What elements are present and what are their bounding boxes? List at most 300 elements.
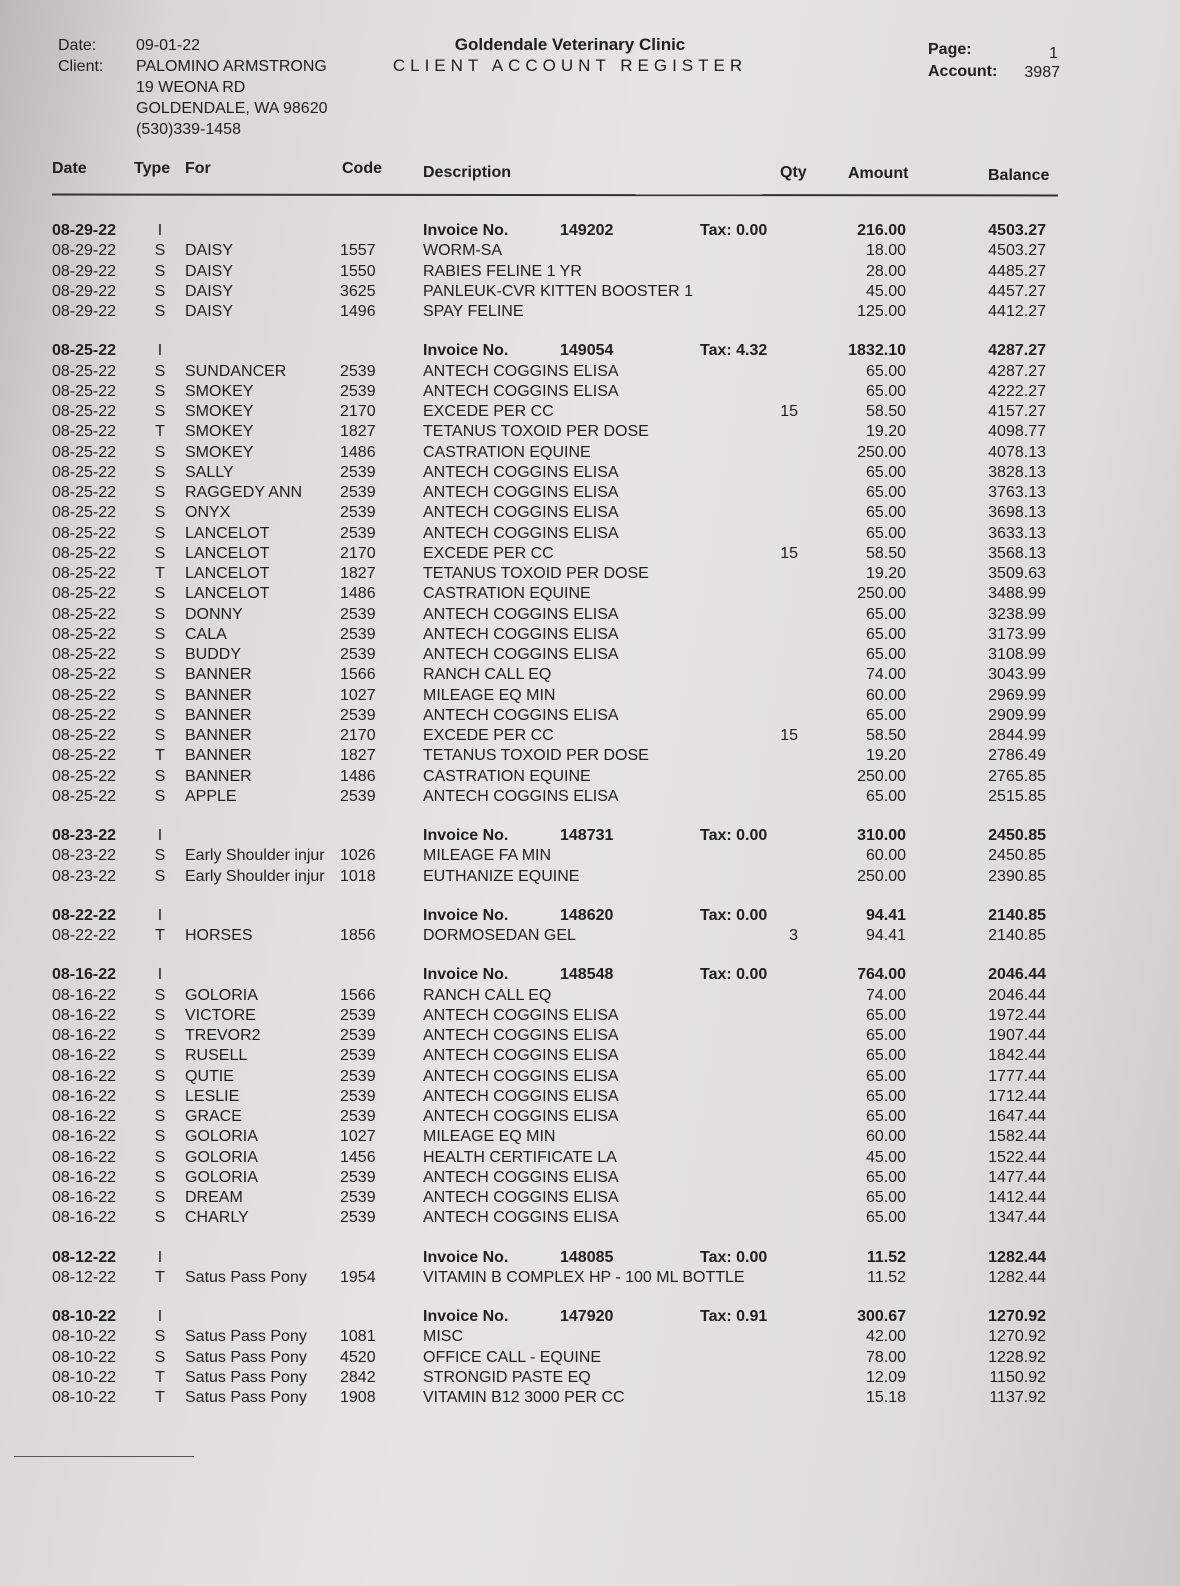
row-balance: 3698.13 (988, 504, 1046, 522)
row-date: 08-25-22 (52, 727, 117, 744)
row-amount: 58.50 (865, 403, 906, 420)
row-invoice-number: 148085 (560, 1248, 614, 1266)
row-balance: 1137.92 (989, 1389, 1046, 1406)
row-type: I (157, 342, 163, 360)
row-description: ANTECH COGGINS ELISA (423, 1047, 619, 1065)
row-patient: SMOKEY (185, 382, 254, 400)
row-balance: 1647.44 (988, 1108, 1046, 1125)
row-type: I (157, 906, 163, 924)
row-description: Invoice No. (423, 222, 509, 239)
row-balance: 3043.99 (988, 666, 1046, 684)
row-patient: APPLE (185, 787, 237, 805)
row-balance: 2450.85 (988, 847, 1046, 865)
row-amount: 65.00 (865, 1067, 906, 1085)
row-date: 08-16-22 (52, 1148, 117, 1166)
row-date: 08-29-22 (52, 222, 117, 239)
row-code: 1550 (340, 262, 376, 280)
row-date: 08-16-22 (52, 1087, 117, 1105)
row-patient: RUSELL (185, 1047, 248, 1065)
row-code: 2539 (340, 1087, 376, 1105)
row-patient: BANNER (185, 747, 252, 765)
row-description: SPAY FELINE (423, 303, 524, 320)
row-date: 08-29-22 (52, 262, 117, 280)
table-row (0, 1328, 1180, 1348)
row-description: ANTECH COGGINS ELISA (423, 362, 619, 380)
row-type: S (154, 686, 166, 704)
row-date: 08-16-22 (52, 986, 117, 1004)
row-balance: 2046.44 (988, 966, 1046, 984)
row-date: 08-25-22 (52, 787, 117, 805)
row-tax: Tax: 0.00 (700, 906, 768, 924)
row-patient: GRACE (185, 1108, 242, 1125)
row-type: S (154, 706, 166, 724)
row-qty: 3 (789, 927, 798, 944)
row-code: 1566 (340, 666, 376, 684)
row-amount: 74.00 (865, 666, 906, 684)
row-date: 08-16-22 (52, 1006, 117, 1024)
invoice-row (0, 1249, 1180, 1269)
row-balance: 1282.44 (988, 1248, 1046, 1266)
row-patient: DONNY (185, 605, 243, 623)
row-amount: 60.00 (865, 847, 906, 865)
row-patient: CHARLY (185, 1209, 249, 1227)
row-description: CASTRATION EQUINE (423, 767, 591, 785)
table-row (0, 545, 1180, 565)
row-tax: Tax: 0.00 (700, 222, 768, 239)
row-description: ANTECH COGGINS ELISA (423, 1168, 619, 1186)
row-description: MILEAGE EQ MIN (423, 1128, 556, 1146)
row-date: 08-12-22 (52, 1248, 117, 1266)
row-type: S (154, 282, 166, 300)
table-row (0, 585, 1180, 605)
invoice-row (0, 966, 1180, 986)
row-date: 08-25-22 (52, 666, 117, 684)
row-type: S (154, 1108, 166, 1125)
row-balance: 4503.27 (988, 222, 1046, 239)
row-type: S (154, 1148, 166, 1166)
row-amount: 65.00 (865, 1189, 906, 1206)
row-patient: Early Shoulder injur (185, 847, 325, 865)
row-invoice-number: 148548 (560, 966, 614, 984)
row-description: OFFICE CALL - EQUINE (423, 1348, 602, 1366)
row-balance: 4287.27 (988, 362, 1046, 380)
table-row (0, 1209, 1180, 1229)
clinic-name: Goldendale Veterinary Clinic (454, 35, 686, 54)
row-type: T (155, 1368, 165, 1386)
row-patient: BANNER (185, 706, 252, 724)
table-row (0, 484, 1180, 504)
row-date: 08-10-22 (52, 1308, 117, 1325)
row-description: CASTRATION EQUINE (423, 585, 591, 603)
row-description: ANTECH COGGINS ELISA (423, 484, 619, 501)
row-type: S (154, 303, 166, 320)
row-type: S (154, 585, 166, 603)
row-balance: 2046.44 (988, 986, 1046, 1004)
row-type: S (154, 867, 166, 885)
row-patient: BANNER (185, 686, 252, 704)
row-patient: SMOKEY (185, 403, 254, 420)
row-type: S (154, 524, 166, 542)
row-date: 08-25-22 (52, 605, 117, 623)
row-date: 08-25-22 (52, 747, 117, 765)
row-description: ANTECH COGGINS ELISA (423, 1027, 619, 1044)
row-code: 2539 (340, 646, 376, 663)
row-amount: 19.20 (865, 423, 906, 441)
row-amount: 65.00 (865, 504, 906, 522)
row-date: 08-29-22 (52, 282, 117, 300)
row-tax: Tax: 0.00 (700, 827, 768, 844)
row-code: 2842 (340, 1368, 376, 1386)
table-row (0, 987, 1180, 1007)
row-type: S (154, 544, 166, 562)
table-row (0, 727, 1180, 747)
row-description: ANTECH COGGINS ELISA (423, 706, 619, 724)
row-balance: 3763.13 (988, 484, 1046, 501)
row-amount: 42.00 (865, 1328, 906, 1346)
row-amount: 65.00 (865, 463, 906, 481)
row-amount: 1832.10 (848, 342, 906, 360)
row-code: 2539 (340, 1027, 376, 1044)
row-balance: 3238.99 (988, 605, 1046, 623)
row-code: 2539 (340, 463, 376, 481)
row-date: 08-16-22 (52, 1168, 117, 1186)
row-type: S (154, 262, 166, 280)
row-date: 08-10-22 (52, 1389, 117, 1406)
row-date: 08-12-22 (52, 1268, 117, 1286)
row-date: 08-25-22 (52, 767, 117, 785)
column-header-for: For (185, 160, 211, 177)
row-type: S (154, 605, 166, 623)
register-title: CLIENT ACCOUNT REGISTER (392, 56, 748, 75)
page-label: Page: (928, 41, 972, 58)
row-type: S (154, 484, 166, 501)
row-date: 08-10-22 (52, 1328, 117, 1346)
table-row (0, 303, 1180, 323)
row-date: 08-25-22 (52, 504, 117, 522)
row-code: 1827 (340, 565, 376, 582)
row-code: 2539 (340, 1189, 376, 1206)
row-amount: 65.00 (865, 524, 906, 542)
row-patient: Satus Pass Pony (185, 1328, 307, 1346)
row-type: T (155, 565, 165, 582)
row-date: 08-16-22 (52, 1108, 117, 1125)
client-city: GOLDENDALE, WA 98620 (136, 100, 328, 117)
table-row (0, 646, 1180, 666)
row-type: S (154, 767, 166, 785)
row-balance: 1712.44 (988, 1087, 1046, 1105)
account-label: Account: (928, 63, 998, 80)
row-amount: 11.52 (866, 1248, 906, 1266)
row-patient: SMOKEY (185, 443, 254, 461)
table-row (0, 1047, 1180, 1067)
row-code: 2539 (340, 524, 376, 542)
row-tax: Tax: 0.00 (700, 966, 768, 984)
row-balance: 3488.99 (988, 585, 1046, 603)
row-code: 2539 (340, 1209, 376, 1227)
row-description: PANLEUK-CVR KITTEN BOOSTER 1 (423, 282, 693, 300)
row-date: 08-25-22 (52, 382, 117, 400)
row-amount: 94.41 (865, 906, 906, 924)
row-date: 08-23-22 (52, 827, 117, 844)
row-date: 08-16-22 (52, 1067, 117, 1085)
row-code: 2539 (340, 362, 376, 380)
row-code: 1456 (340, 1148, 376, 1166)
row-patient: LANCELOT (185, 524, 270, 542)
table-row (0, 1269, 1180, 1289)
row-balance: 4485.27 (988, 262, 1046, 280)
row-type: I (157, 1308, 163, 1325)
row-type: S (154, 1047, 166, 1065)
row-date: 08-29-22 (52, 242, 117, 260)
footer-line (14, 1456, 194, 1457)
row-description: ANTECH COGGINS ELISA (423, 625, 619, 643)
column-header-date: Date (52, 160, 87, 177)
row-balance: 3509.63 (988, 565, 1046, 582)
table-row (0, 1128, 1180, 1148)
row-patient: Satus Pass Pony (185, 1268, 307, 1286)
row-type: T (155, 1389, 165, 1406)
row-type: S (154, 625, 166, 643)
row-amount: 65.00 (865, 706, 906, 724)
row-patient: LANCELOT (185, 544, 270, 562)
table-row (0, 464, 1180, 484)
column-header-description: Description (423, 164, 512, 181)
row-amount: 78.00 (865, 1348, 906, 1366)
invoice-row (0, 342, 1180, 362)
page-number: 1 (1049, 45, 1058, 62)
row-qty: 15 (780, 403, 798, 420)
table-row (0, 788, 1180, 808)
row-balance: 1972.44 (988, 1006, 1046, 1024)
row-date: 08-25-22 (52, 362, 117, 380)
row-type: S (154, 242, 166, 260)
row-patient: DAISY (185, 282, 234, 300)
row-type: I (157, 222, 163, 239)
row-description: EUTHANIZE EQUINE (423, 867, 580, 885)
row-amount: 58.50 (865, 727, 906, 744)
table-row (0, 687, 1180, 707)
row-type: S (154, 1027, 166, 1044)
row-date: 08-25-22 (52, 443, 117, 461)
row-description: ANTECH COGGINS ELISA (423, 1067, 619, 1085)
row-description: Invoice No. (423, 906, 509, 924)
row-amount: 60.00 (865, 1128, 906, 1146)
row-amount: 11.52 (867, 1268, 906, 1286)
row-type: S (154, 1209, 166, 1227)
client-phone: (530)339-1458 (136, 121, 241, 138)
row-description: Invoice No. (423, 827, 509, 844)
row-amount: 28.00 (865, 262, 906, 280)
row-amount: 19.20 (865, 565, 906, 582)
invoice-row (0, 222, 1180, 242)
row-patient: GOLORIA (185, 1168, 258, 1186)
row-date: 08-16-22 (52, 1047, 117, 1065)
row-amount: 764.00 (857, 966, 906, 984)
row-date: 08-25-22 (52, 403, 117, 420)
row-tax: Tax: 4.32 (700, 342, 768, 360)
row-date: 08-22-22 (52, 927, 117, 944)
row-type: S (154, 504, 166, 522)
row-amount: 300.67 (857, 1308, 906, 1325)
row-type: T (155, 927, 165, 944)
row-patient: QUTIE (185, 1067, 234, 1085)
row-code: 1856 (340, 927, 376, 944)
row-patient: SMOKEY (185, 423, 254, 441)
table-row (0, 1149, 1180, 1169)
row-amount: 250.00 (857, 767, 906, 785)
row-description: VITAMIN B COMPLEX HP - 100 ML BOTTLE (423, 1268, 745, 1286)
row-description: RANCH CALL EQ (423, 666, 552, 684)
row-invoice-number: 147920 (560, 1308, 614, 1325)
row-balance: 3568.13 (988, 544, 1046, 562)
row-type: S (154, 847, 166, 865)
table-row (0, 1068, 1180, 1088)
row-description: CASTRATION EQUINE (423, 443, 591, 461)
row-date: 08-25-22 (52, 686, 117, 704)
row-type: S (154, 727, 166, 744)
row-code: 1026 (340, 847, 376, 865)
row-patient: Early Shoulder injur (185, 867, 325, 885)
row-description: MISC (423, 1328, 463, 1346)
row-balance: 4222.27 (988, 382, 1046, 400)
row-patient: Satus Pass Pony (185, 1389, 307, 1406)
row-date: 08-22-22 (52, 906, 117, 924)
row-description: DORMOSEDAN GEL (423, 927, 576, 944)
row-amount: 65.00 (865, 1006, 906, 1024)
row-amount: 65.00 (865, 787, 906, 805)
row-type: S (154, 986, 166, 1004)
register-rows (0, 222, 1180, 1409)
row-patient: GOLORIA (185, 1148, 258, 1166)
row-code: 1486 (340, 585, 376, 603)
row-patient: BUDDY (185, 646, 242, 663)
row-type: S (154, 1128, 166, 1146)
table-row (0, 747, 1180, 767)
date-value: 09-01-22 (136, 37, 201, 54)
row-type: T (155, 747, 165, 765)
row-date: 08-25-22 (52, 544, 117, 562)
row-amount: 65.00 (865, 1108, 906, 1125)
row-balance: 2140.85 (988, 927, 1046, 944)
row-type: T (155, 423, 165, 441)
row-code: 1486 (340, 767, 376, 785)
row-code: 1018 (340, 867, 376, 885)
row-description: ANTECH COGGINS ELISA (423, 504, 619, 522)
row-balance: 1150.92 (989, 1368, 1046, 1386)
row-amount: 65.00 (865, 1027, 906, 1044)
row-code: 1486 (340, 443, 376, 461)
client-address (136, 56, 328, 140)
row-description: ANTECH COGGINS ELISA (423, 1108, 619, 1125)
row-code: 2170 (340, 403, 376, 420)
row-amount: 19.20 (865, 747, 906, 765)
row-date: 08-25-22 (52, 625, 117, 643)
row-patient: CALA (185, 625, 227, 643)
table-row (0, 383, 1180, 403)
row-type: S (154, 382, 166, 400)
row-code: 1081 (340, 1328, 376, 1346)
row-description: WORM-SA (423, 242, 503, 260)
table-row (0, 1169, 1180, 1189)
row-date: 08-16-22 (52, 1128, 117, 1146)
table-row (0, 242, 1180, 262)
table-row (0, 1027, 1180, 1047)
row-balance: 2515.85 (988, 787, 1046, 805)
row-code: 2539 (340, 605, 376, 623)
row-amount: 65.00 (865, 605, 906, 623)
row-code: 2539 (340, 787, 376, 805)
row-type: S (154, 1189, 166, 1206)
row-code: 2539 (340, 484, 376, 501)
row-balance: 4503.27 (988, 242, 1046, 260)
row-description: Invoice No. (423, 966, 509, 984)
row-type: S (154, 463, 166, 481)
row-date: 08-10-22 (52, 1368, 117, 1386)
row-date: 08-23-22 (52, 867, 117, 885)
row-patient: SUNDANCER (185, 362, 287, 380)
row-code: 2539 (340, 1108, 376, 1125)
row-patient: TREVOR2 (185, 1027, 261, 1044)
row-amount: 65.00 (865, 382, 906, 400)
row-amount: 250.00 (857, 867, 906, 885)
row-description: EXCEDE PER CC (423, 727, 554, 744)
row-code: 2170 (340, 727, 376, 744)
row-balance: 2765.85 (988, 767, 1046, 785)
row-amount: 74.00 (865, 986, 906, 1004)
row-amount: 65.00 (865, 1209, 906, 1227)
row-description: Invoice No. (423, 342, 509, 360)
row-date: 08-25-22 (52, 565, 117, 582)
header-rule (52, 194, 1058, 197)
row-patient: DAISY (185, 303, 234, 320)
row-type: S (154, 443, 166, 461)
row-code: 1557 (340, 242, 376, 260)
table-row (0, 768, 1180, 788)
table-row (0, 525, 1180, 545)
row-code: 1827 (340, 747, 376, 765)
row-patient: LANCELOT (185, 585, 270, 603)
row-amount: 45.00 (865, 282, 906, 300)
row-balance: 3633.13 (988, 524, 1046, 542)
row-type: I (157, 827, 163, 844)
row-balance: 1477.44 (988, 1168, 1046, 1186)
row-balance: 3108.99 (988, 646, 1046, 663)
row-description: EXCEDE PER CC (423, 403, 554, 420)
table-row (0, 1349, 1180, 1369)
row-balance: 1777.44 (988, 1067, 1046, 1085)
row-date: 08-25-22 (52, 524, 117, 542)
table-row (0, 707, 1180, 727)
row-patient: HORSES (185, 927, 253, 944)
column-header-qty: Qty (780, 164, 807, 181)
row-balance: 2909.99 (988, 706, 1046, 724)
row-amount: 310.00 (857, 827, 906, 844)
row-type: S (154, 1006, 166, 1024)
table-row (0, 444, 1180, 464)
row-balance: 4412.27 (988, 303, 1046, 320)
row-balance: 1282.44 (988, 1268, 1046, 1286)
row-date: 08-25-22 (52, 484, 117, 501)
table-row (0, 927, 1180, 947)
row-amount: 125.00 (857, 303, 906, 320)
row-invoice-number: 149054 (560, 342, 614, 360)
row-description: STRONGID PASTE EQ (423, 1368, 591, 1386)
row-balance: 1270.92 (988, 1308, 1046, 1325)
row-type: S (154, 1328, 166, 1346)
table-row (0, 868, 1180, 888)
row-patient: BANNER (185, 767, 252, 785)
row-patient: LANCELOT (185, 565, 270, 582)
